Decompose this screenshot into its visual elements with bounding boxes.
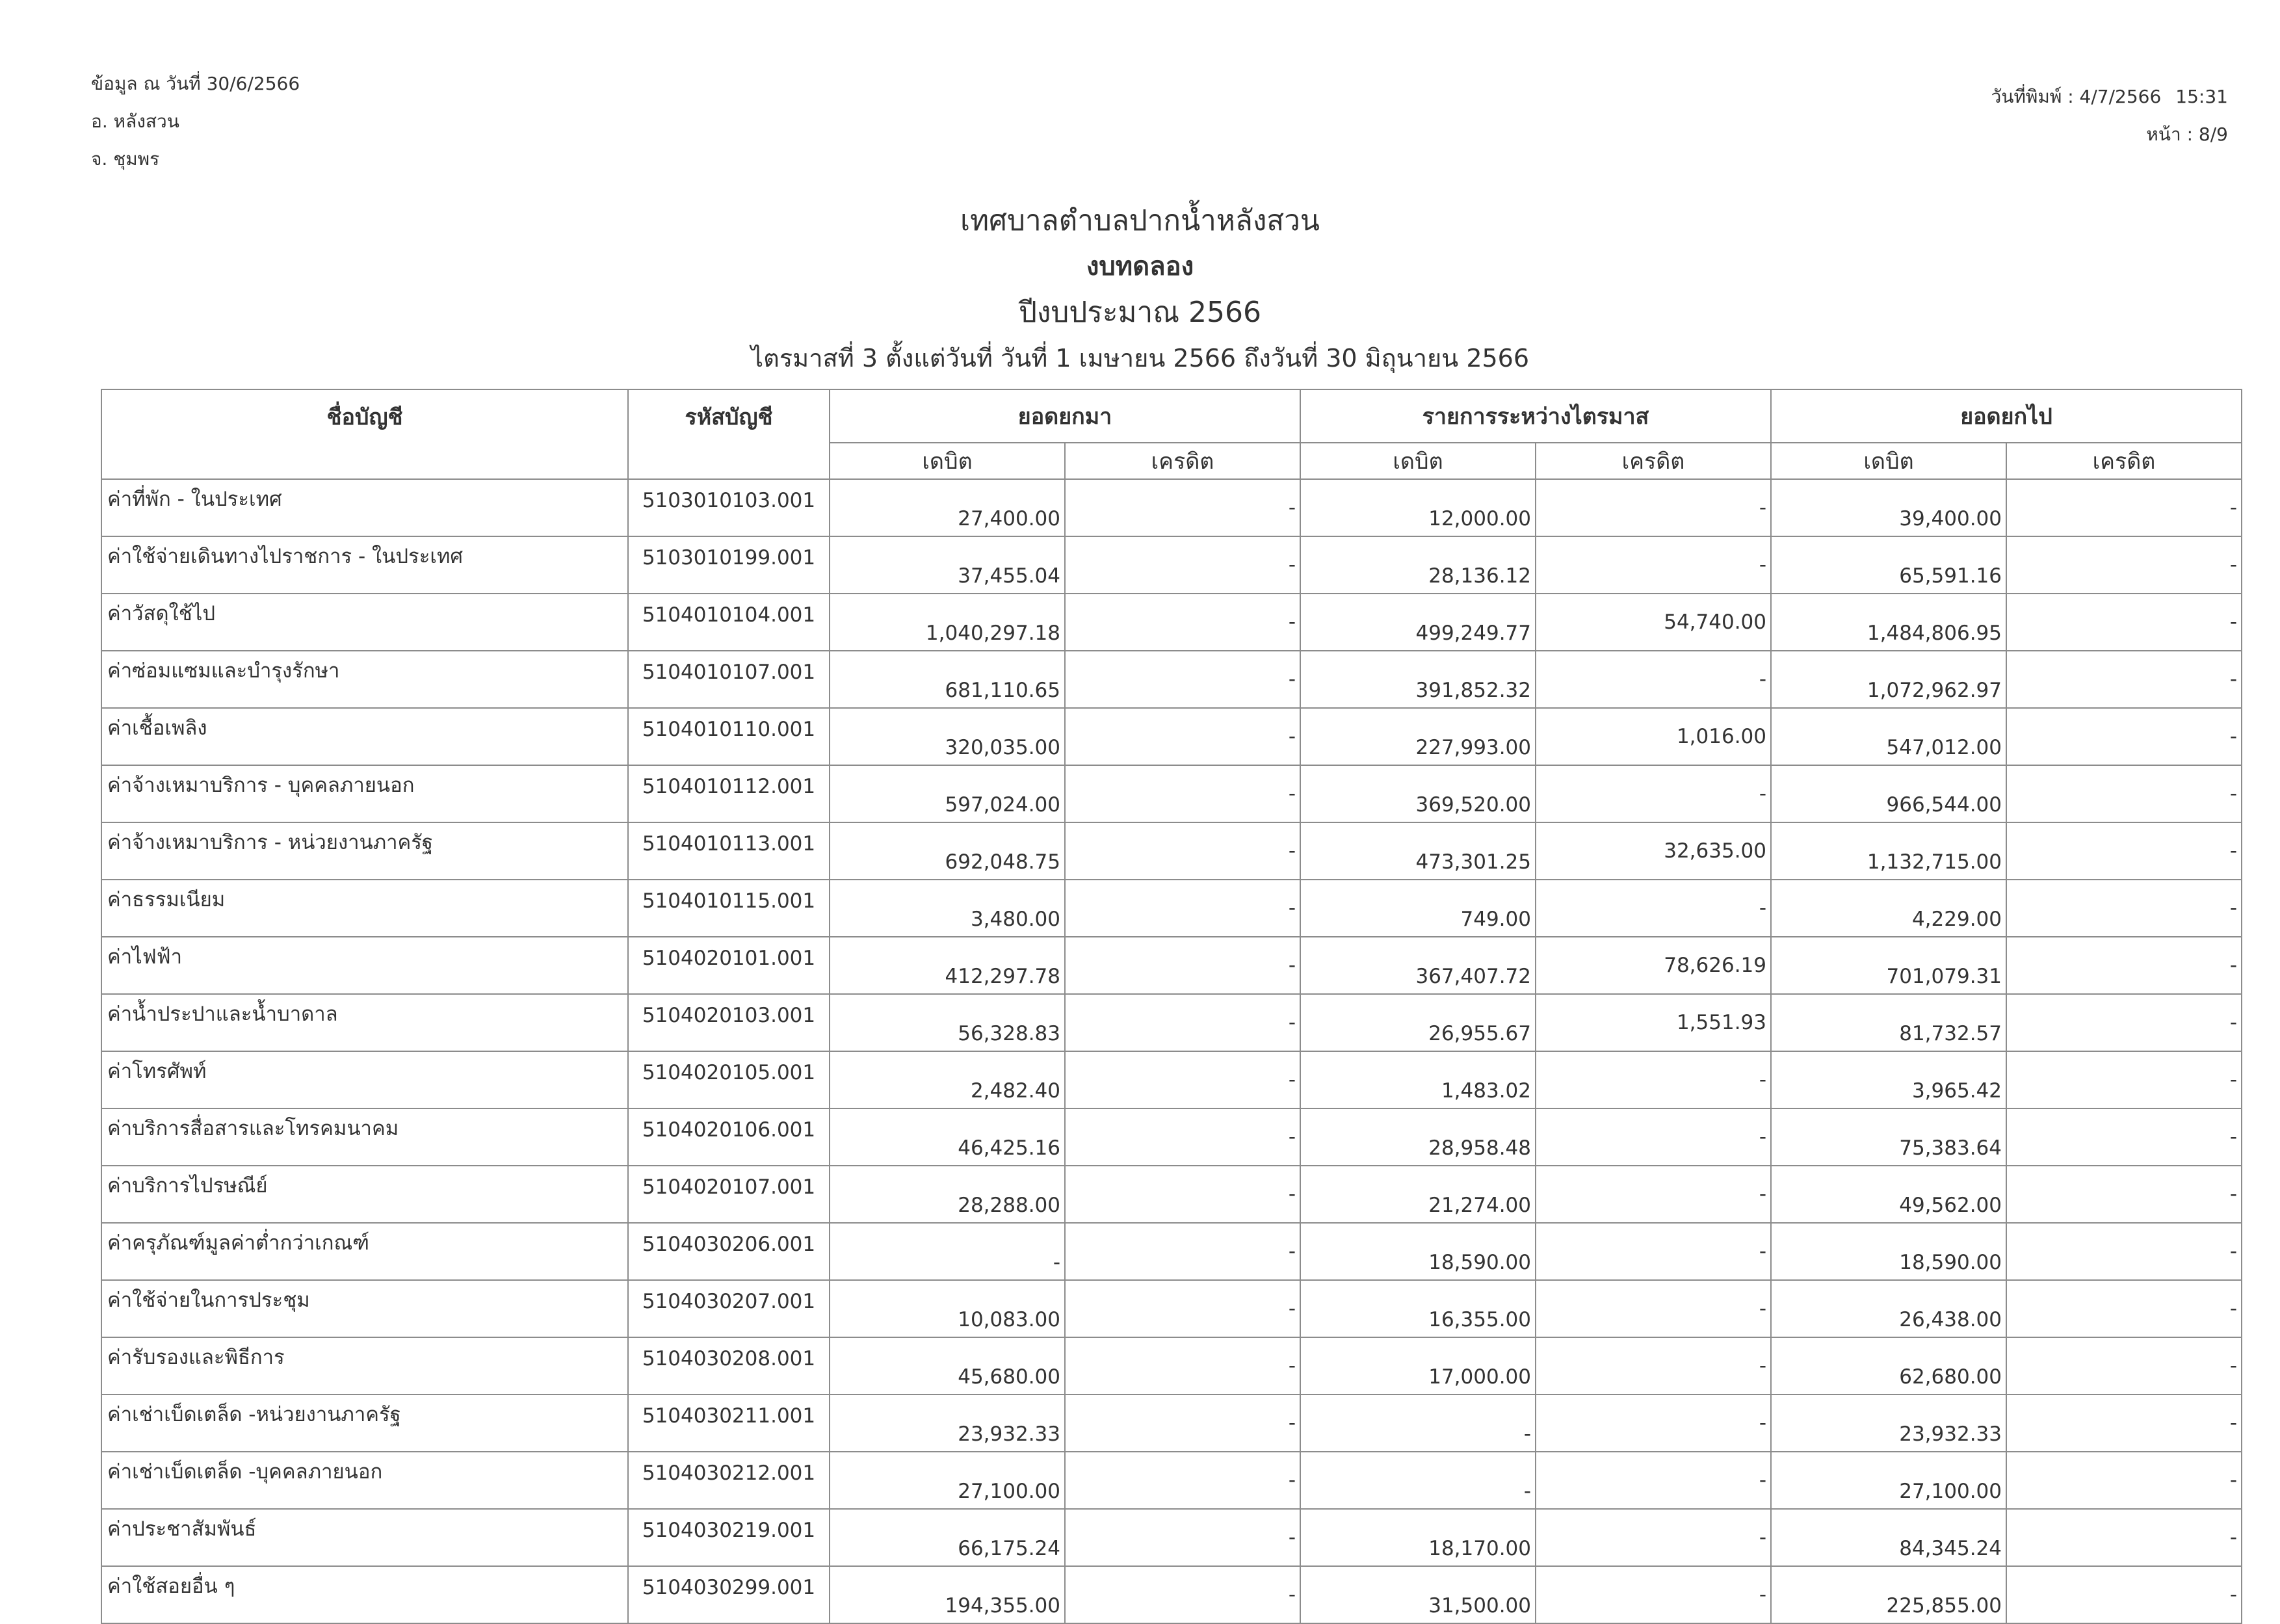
cf-credit: - (2006, 651, 2242, 708)
account-name: ค่าประชาสัมพันธ์ (101, 1509, 628, 1566)
bf-debit: 681,110.65 (830, 651, 1065, 708)
table-row (101, 708, 2242, 765)
q-debit: 369,520.00 (1300, 765, 1536, 822)
account-name: ค่าไฟฟ้า (101, 937, 628, 994)
table-row (101, 1280, 2242, 1337)
fiscal-year: ปีงบประมาณ 2566 (1018, 296, 1262, 329)
cf-credit: - (2006, 1223, 2242, 1280)
cf-debit: 701,079.31 (1771, 937, 2006, 994)
bf-debit: 3,480.00 (830, 880, 1065, 937)
account-code: 5104010110.001 (628, 708, 830, 765)
table-row (101, 765, 2242, 822)
q-debit: 17,000.00 (1300, 1337, 1536, 1395)
bf-debit: 597,024.00 (830, 765, 1065, 822)
table-row (101, 651, 2242, 708)
bf-debit: 45,680.00 (830, 1337, 1065, 1395)
table-row (101, 479, 2242, 536)
cf-debit: 65,591.16 (1771, 536, 2006, 594)
account-name: ค่าซ่อมแซมและบำรุงรักษา (101, 651, 628, 708)
q-debit: 18,590.00 (1300, 1223, 1536, 1280)
account-code: 5103010199.001 (628, 536, 830, 594)
account-name: ค่าใช้สอยอื่น ๆ (101, 1566, 628, 1623)
account-name: ค่าใช้จ่ายในการประชุม (101, 1280, 628, 1337)
cf-credit: - (2006, 822, 2242, 880)
cf-credit: - (2006, 1452, 2242, 1509)
q-credit: - (1536, 880, 1771, 937)
header-q-credit: เครดิต (1536, 443, 1771, 479)
account-name: ค่าจ้างเหมาบริการ - บุคคลภายนอก (101, 765, 628, 822)
province: จ. ชุมพร (91, 148, 160, 170)
bf-debit: 2,482.40 (830, 1051, 1065, 1108)
cf-debit: 966,544.00 (1771, 765, 2006, 822)
q-debit: 28,958.48 (1300, 1108, 1536, 1166)
q-debit: 473,301.25 (1300, 822, 1536, 880)
page-number: หน้า : 8/9 (2146, 124, 2228, 145)
table-row (101, 1566, 2242, 1623)
trial-balance-body (101, 479, 2242, 1623)
cf-debit: 62,680.00 (1771, 1337, 2006, 1395)
cf-debit: 49,562.00 (1771, 1166, 2006, 1223)
cf-credit: - (2006, 479, 2242, 536)
account-code: 5104010107.001 (628, 651, 830, 708)
account-name: ค่าใช้จ่ายเดินทางไปราชการ - ในประเทศ (101, 536, 628, 594)
cf-debit: 27,100.00 (1771, 1452, 2006, 1509)
header-during-quarter: รายการระหว่างไตรมาส (1300, 389, 1771, 443)
q-credit: - (1536, 765, 1771, 822)
bf-credit: - (1065, 594, 1300, 651)
cf-credit: - (2006, 1280, 2242, 1337)
bf-credit: - (1065, 937, 1300, 994)
cf-credit: - (2006, 1337, 2242, 1395)
bf-credit: - (1065, 1108, 1300, 1166)
header-cf-credit: เครดิต (2006, 443, 2242, 479)
bf-debit: 412,297.78 (830, 937, 1065, 994)
bf-debit: 56,328.83 (830, 994, 1065, 1051)
q-credit: - (1536, 1452, 1771, 1509)
bf-credit: - (1065, 708, 1300, 765)
cf-credit: - (2006, 1395, 2242, 1452)
account-code: 5104030299.001 (628, 1566, 830, 1623)
cf-debit: 81,732.57 (1771, 994, 2006, 1051)
bf-debit: 46,425.16 (830, 1108, 1065, 1166)
q-credit: - (1536, 1051, 1771, 1108)
q-credit: - (1536, 1166, 1771, 1223)
q-credit: - (1536, 479, 1771, 536)
bf-credit: - (1065, 1566, 1300, 1623)
table-row (101, 937, 2242, 994)
bf-debit: 1,040,297.18 (830, 594, 1065, 651)
bf-debit: 320,035.00 (830, 708, 1065, 765)
table-row (101, 822, 2242, 880)
cf-debit: 225,855.00 (1771, 1566, 2006, 1623)
header-brought-forward: ยอดยกมา (830, 389, 1300, 443)
cf-debit: 23,932.33 (1771, 1395, 2006, 1452)
q-credit: - (1536, 1280, 1771, 1337)
cf-credit: - (2006, 765, 2242, 822)
cf-debit: 1,072,962.97 (1771, 651, 2006, 708)
bf-credit: - (1065, 822, 1300, 880)
bf-credit: - (1065, 1223, 1300, 1280)
cf-credit: - (2006, 708, 2242, 765)
cf-credit: - (2006, 536, 2242, 594)
cf-debit: 1,132,715.00 (1771, 822, 2006, 880)
q-debit: 16,355.00 (1300, 1280, 1536, 1337)
cf-debit: 26,438.00 (1771, 1280, 2006, 1337)
bf-credit: - (1065, 651, 1300, 708)
account-code: 5104020101.001 (628, 937, 830, 994)
bf-credit: - (1065, 1337, 1300, 1395)
report-meta-left (91, 65, 300, 178)
cf-credit: - (2006, 1566, 2242, 1623)
bf-credit: - (1065, 1051, 1300, 1108)
q-credit: - (1536, 536, 1771, 594)
cf-debit: 84,345.24 (1771, 1509, 2006, 1566)
trial-balance-table (101, 389, 2242, 1624)
table-row (101, 1509, 2242, 1566)
q-debit: - (1300, 1452, 1536, 1509)
cf-credit: - (2006, 1509, 2242, 1566)
table-row (101, 1108, 2242, 1166)
account-code: 5104020106.001 (628, 1108, 830, 1166)
bf-debit: 27,400.00 (830, 479, 1065, 536)
bf-credit: - (1065, 1166, 1300, 1223)
account-code: 5104030211.001 (628, 1395, 830, 1452)
account-name: ค่าบริการสื่อสารและโทรคมนาคม (101, 1108, 628, 1166)
account-code: 5104030206.001 (628, 1223, 830, 1280)
q-debit: 31,500.00 (1300, 1566, 1536, 1623)
bf-credit: - (1065, 1509, 1300, 1566)
table-row (101, 1223, 2242, 1280)
account-name: ค่าครุภัณฑ์มูลค่าต่ำกว่าเกณฑ์ (101, 1223, 628, 1280)
cf-debit: 1,484,806.95 (1771, 594, 2006, 651)
account-code: 5104020107.001 (628, 1166, 830, 1223)
bf-credit: - (1065, 536, 1300, 594)
table-row (101, 880, 2242, 937)
cf-debit: 4,229.00 (1771, 880, 2006, 937)
q-credit: 78,626.19 (1536, 937, 1771, 994)
table-row (101, 594, 2242, 651)
account-code: 5104010104.001 (628, 594, 830, 651)
cf-debit: 18,590.00 (1771, 1223, 2006, 1280)
q-credit: - (1536, 651, 1771, 708)
bf-debit: 66,175.24 (830, 1509, 1065, 1566)
bf-debit: 23,932.33 (830, 1395, 1065, 1452)
account-name: ค่าบริการไปรษณีย์ (101, 1166, 628, 1223)
data-date: ข้อมูล ณ วันที่ 30/6/2566 (91, 73, 300, 94)
table-row (101, 1051, 2242, 1108)
q-debit: 12,000.00 (1300, 479, 1536, 536)
account-name: ค่ารับรองและพิธีการ (101, 1337, 628, 1395)
q-debit: 26,955.67 (1300, 994, 1536, 1051)
header-bf-debit: เดบิต (830, 443, 1065, 479)
table-row (101, 994, 2242, 1051)
account-name: ค่าเชื้อเพลิง (101, 708, 628, 765)
q-debit: 749.00 (1300, 880, 1536, 937)
account-name: ค่าที่พัก - ในประเทศ (101, 479, 628, 536)
cf-credit: - (2006, 1108, 2242, 1166)
q-credit: 32,635.00 (1536, 822, 1771, 880)
q-credit: - (1536, 1108, 1771, 1166)
account-code: 5104010112.001 (628, 765, 830, 822)
header-cf-debit: เดบิต (1771, 443, 2006, 479)
q-credit: 1,016.00 (1536, 708, 1771, 765)
bf-credit: - (1065, 994, 1300, 1051)
account-code: 5104030219.001 (628, 1509, 830, 1566)
q-credit: - (1536, 1566, 1771, 1623)
bf-credit: - (1065, 880, 1300, 937)
bf-debit: 27,100.00 (830, 1452, 1065, 1509)
account-name: ค่าจ้างเหมาบริการ - หน่วยงานภาครัฐ (101, 822, 628, 880)
cf-debit: 39,400.00 (1771, 479, 2006, 536)
header-q-debit: เดบิต (1300, 443, 1536, 479)
cf-credit: - (2006, 594, 2242, 651)
print-datetime (1991, 78, 2228, 116)
table-row (101, 1337, 2242, 1395)
q-credit: 1,551.93 (1536, 994, 1771, 1051)
q-credit: - (1536, 1509, 1771, 1566)
report-title: งบทดลอง (1086, 252, 1194, 282)
account-code: 5104010113.001 (628, 822, 830, 880)
account-code: 5103010103.001 (628, 479, 830, 536)
q-debit: 18,170.00 (1300, 1509, 1536, 1566)
header-carried-forward: ยอดยกไป (1771, 389, 2242, 443)
cf-debit: 3,965.42 (1771, 1051, 2006, 1108)
bf-credit: - (1065, 479, 1300, 536)
account-name: ค่าเช่าเบ็ดเตล็ด -หน่วยงานภาครัฐ (101, 1395, 628, 1452)
account-code: 5104030212.001 (628, 1452, 830, 1509)
q-debit: 21,274.00 (1300, 1166, 1536, 1223)
cf-credit: - (2006, 1051, 2242, 1108)
account-code: 5104020105.001 (628, 1051, 830, 1108)
q-debit: - (1300, 1395, 1536, 1452)
q-debit: 227,993.00 (1300, 708, 1536, 765)
report-titles (0, 198, 2280, 380)
table-row (101, 1166, 2242, 1223)
bf-credit: - (1065, 1452, 1300, 1509)
bf-credit: - (1065, 1395, 1300, 1452)
cf-credit: - (2006, 880, 2242, 937)
account-code: 5104020103.001 (628, 994, 830, 1051)
q-debit: 391,852.32 (1300, 651, 1536, 708)
account-name: ค่าน้ำประปาและน้ำบาดาล (101, 994, 628, 1051)
account-name: ค่าธรรมเนียม (101, 880, 628, 937)
q-debit: 28,136.12 (1300, 536, 1536, 594)
report-period: ไตรมาสที่ 3 ตั้งแต่วันที่ วันที่ 1 เมษายน 2566 ถึงวันที่ 30 มิถุนายน 2566 (750, 344, 1530, 373)
table-row (101, 1452, 2242, 1509)
bf-debit: - (830, 1223, 1065, 1280)
bf-credit: - (1065, 1280, 1300, 1337)
cf-credit: - (2006, 1166, 2242, 1223)
district: อ. หลังสวน (91, 111, 179, 132)
bf-debit: 37,455.04 (830, 536, 1065, 594)
account-code: 5104010115.001 (628, 880, 830, 937)
q-credit: - (1536, 1223, 1771, 1280)
bf-debit: 28,288.00 (830, 1166, 1065, 1223)
table-row (101, 536, 2242, 594)
cf-debit: 547,012.00 (1771, 708, 2006, 765)
q-credit: - (1536, 1395, 1771, 1452)
cf-credit: - (2006, 994, 2242, 1051)
report-meta-right (1991, 78, 2228, 153)
q-debit: 1,483.02 (1300, 1051, 1536, 1108)
header-bf-credit: เครดิต (1065, 443, 1300, 479)
q-credit: - (1536, 1337, 1771, 1395)
q-debit: 499,249.77 (1300, 594, 1536, 651)
account-code: 5104030207.001 (628, 1280, 830, 1337)
bf-debit: 692,048.75 (830, 822, 1065, 880)
account-name: ค่าเช่าเบ็ดเตล็ด -บุคคลภายนอก (101, 1452, 628, 1509)
print-date: วันที่พิมพ์ : 4/7/2566 (1991, 86, 2162, 107)
account-code: 5104030208.001 (628, 1337, 830, 1395)
bf-debit: 10,083.00 (830, 1280, 1065, 1337)
q-credit: 54,740.00 (1536, 594, 1771, 651)
bf-credit: - (1065, 765, 1300, 822)
table-row (101, 1395, 2242, 1452)
organization-name: เทศบาลตำบลปากน้ำหลังสวน (960, 204, 1320, 237)
account-name: ค่าโทรศัพท์ (101, 1051, 628, 1108)
q-debit: 367,407.72 (1300, 937, 1536, 994)
account-name: ค่าวัสดุใช้ไป (101, 594, 628, 651)
header-account-code: รหัสบัญชี (628, 389, 830, 479)
header-account-name: ชื่อบัญชี (101, 389, 628, 479)
print-time: 15:31 (2175, 86, 2228, 107)
bf-debit: 194,355.00 (830, 1566, 1065, 1623)
cf-debit: 75,383.64 (1771, 1108, 2006, 1166)
cf-credit: - (2006, 937, 2242, 994)
